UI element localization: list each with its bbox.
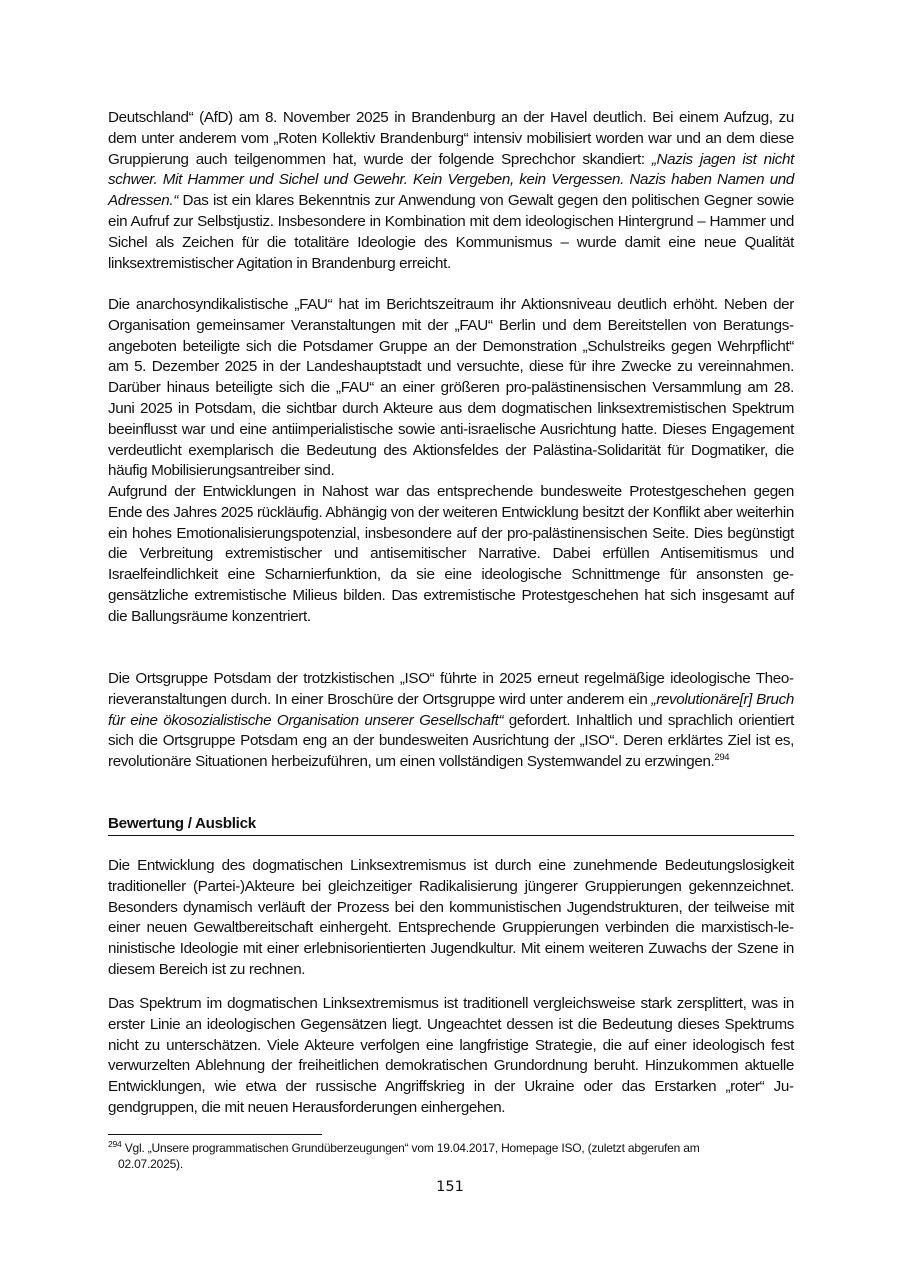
footnote [108, 1140, 788, 1172]
footnote-text-continued: 02.07.2025). [118, 1157, 183, 1171]
paragraph-spektrum: Das Spektrum im dogmatischen Linksextremismus ist traditionell vergleichsweise stark zersplittert, was in erster Linie an ideologischen Gegensätzen liegt. Ungeachtet dessen ist die Bedeutung dieses Spektrums nicht zu unterschätzen. Viele Akteure verfolgen eine langfristige Strategie, die auf einer ideologisch fest verwurzelten Ablehnung der freiheitlichen demokratischen Grundordnung beruht. Hinzukommen aktuelle Entwicklungen, wie etwa der russische Angriffskrieg in der Ukraine oder das Erstarken „roter“ Jugendgruppen, die mit neuen Herausforderungen einhergehen. [108, 995, 794, 1116]
paragraph-iso [108, 669, 794, 773]
paragraph-afd-aufzug [108, 108, 794, 274]
paragraph-nahost: Aufgrund der Entwicklungen in Nahost war das entsprechende bundesweite Protestgeschehen gegen Ende des Jahres 2025 rückläufig. Abhängig von der weiteren Entwicklung besitzt der Konflikt aber weiterhin ein hohes Emotionalisierungspotenzial, insbesondere auf der pro-palästinensischen Seite. Dies begünstigt die Verbreitung extremistischer und antisemitischer Narrative. Dabei erfüllen Antisemitismus und Israelfeindlichkeit eine Scharnierfunktion, da sie eine ideologische Schnittmenge für ansonsten gegensätzliche extremistische Milieus bilden. Das extremistische Protestgeschehen hat sich insgesamt auf die Ballungsräume konzentriert. [108, 483, 794, 625]
footnote-divider [108, 1134, 322, 1135]
page-number: 151 [436, 1179, 464, 1195]
section-heading: Bewertung / Ausblick [108, 814, 794, 836]
brochure-quote: „revolutionäre[r] Bruch für eine ökosozialistische Organisation unserer Gesellschaft“ [108, 690, 794, 729]
paragraph-text: Deutschland“ (AfD) am 8. November 2025 in Brandenburg an der Havel deutlich. Bei einem Aufzug, zu dem unter anderem vom „Roten Kollektiv Brandenburg“ intensiv mobilisiert worden war und an dem diese Gruppierung auch teilgenommen hat, wurde der folgende Sprechchor skandiert: [108, 109, 794, 168]
paragraph-text: Die Ortsgruppe Potsdam der trotzkistischen „ISO“ führte in 2025 erneut regelmäßige ideologische Theorieveranstaltungen durch. In einer Broschüre der Ortsgruppe wird unter anderem ein [108, 670, 794, 708]
chant-quote: „Nazis jagen ist nicht schwer. Mit Hammer und Sichel und Gewehr. Kein Vergeben, kein Vergessen. Nazis haben Namen und Adressen.“ [108, 150, 794, 210]
paragraph-text: gefordert. Inhaltlich und sprachlich orientiert sich die Ortsgruppe Potsdam eng an der bundesweiten Ausrichtung der „ISO“. Deren erklärtes Ziel ist es, revolutionäre Situationen herbeizuführen, um einen vollständigen Systemwandel zu erzwingen. [108, 711, 794, 771]
footnote-reference[interactable]: 294 [714, 752, 730, 764]
footnote-mark: 294 [108, 1139, 122, 1149]
footnote-text: Vgl. „Unsere programmatischen Grundüberzeugungen“ vom 19.04.2017, Homepage ISO, (zuletzt abgerufen am [121, 1141, 700, 1155]
paragraph-text: Das ist ein klares Bekenntnis zur Anwendung von Gewalt gegen den politischen Gegner sowie ein Aufruf zur Selbstjustiz. Insbesondere in Kombination mit dem ideologischen Hintergrund – Hammer und Sichel als Zeichen für die totalitäre Ideologie des Kommunismus – wurde damit eine neue Qualität linksextremistischer Agitation in Brandenburg erreicht. [108, 192, 794, 272]
paragraph-fau: Die anarchosyndikalistische „FAU“ hat im Berichtszeitraum ihr Aktionsniveau deutlich erhöht. Neben der Organisation gemeinsamer Veranstaltungen mit der „FAU“ Berlin und dem Bereitstellen von Beratungsangeboten beteiligte sich die Potsdamer Gruppe an der Demonstration „Schulstreiks gegen Wehrpflicht“ am 5. Dezember 2025 in der Landeshauptstadt und versuchte, diese für ihre Zwecke zu vereinnahmen. Darüber hinaus beteiligte sich die „FAU“ an einer größeren pro-palästinensischen Versammlung am 28. Juni 2025 in Potsdam, die sichtbar durch Akteure aus dem dogmatischen linksextremistischen Spektrum beeinflusst war und eine antiimperialistische sowie anti-israelische Ausrichtung hatte. Dieses Engagement verdeutlicht exemplarisch die Bedeutung des Aktionsfeldes der Palästina-Solidarität für Dogmatiker, die häufig Mobilisierungsantreiber sind. [108, 296, 794, 480]
paragraph-bewertung: Die Entwicklung des dogmatischen Linksextremismus ist durch eine zunehmende Bedeutungslosigkeit traditioneller (Partei-)Akteure bei gleichzeitiger Radikalisierung jüngerer Gruppierungen gekennzeichnet. Besonders dynamisch verläuft der Prozess bei den kommunistischen Jugendstrukturen, der teilweise mit einer neuen Gewaltbereitschaft einhergeht. Entsprechende Gruppierungen verbinden die marxistisch-leninistische Ideologie mit einer erlebnisorientierten Jugendkultur. Mit einem weiteren Zuwachs der Szene in diesem Bereich ist zu rechnen. [108, 857, 794, 978]
